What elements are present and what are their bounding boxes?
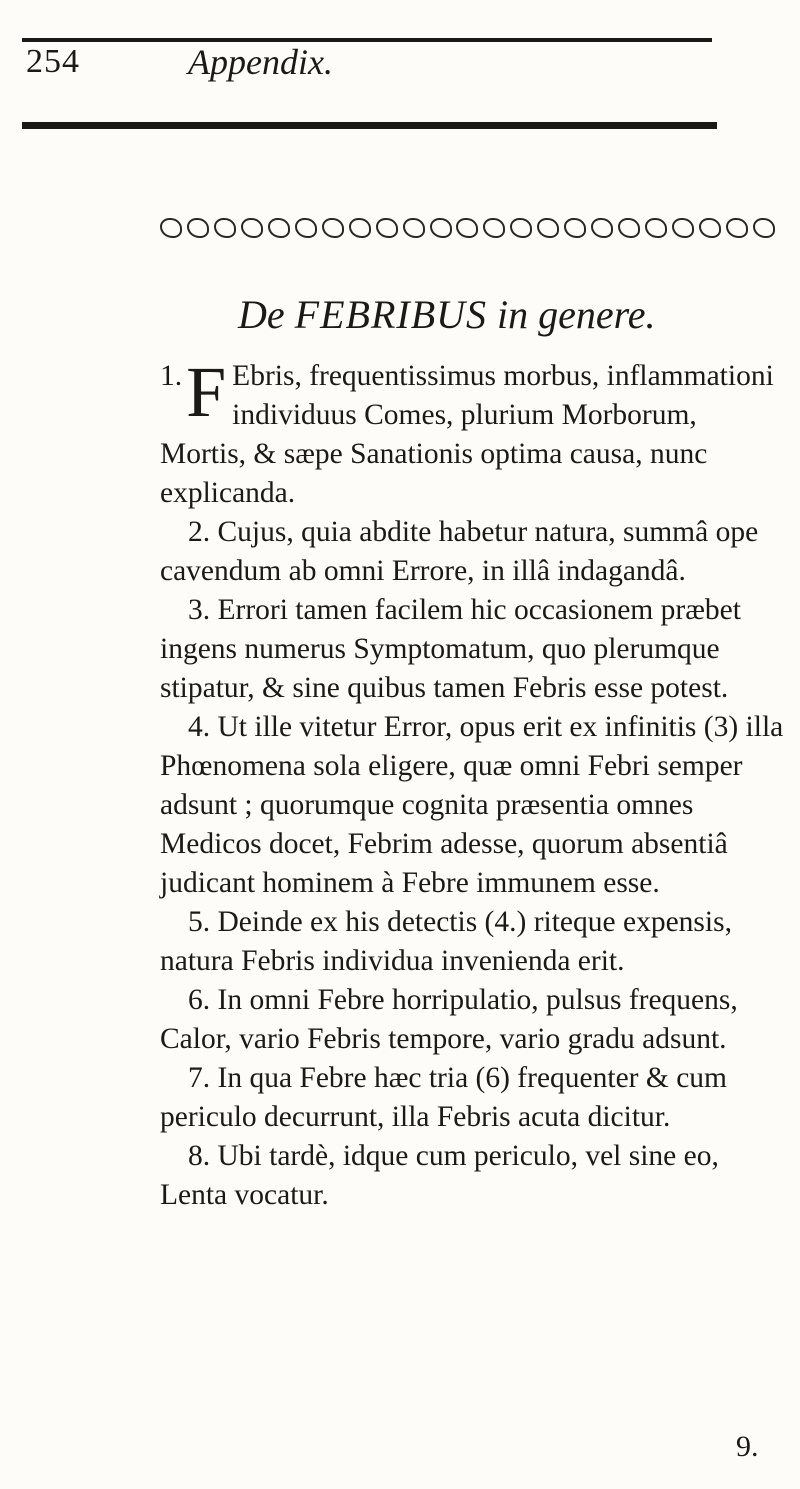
ornament-knot-icon xyxy=(160,218,182,238)
ornament-knot-icon xyxy=(456,218,478,238)
ornament-knot-icon xyxy=(672,218,694,238)
ornament-knot-icon xyxy=(753,218,775,238)
ornament-knot-icon xyxy=(376,218,398,238)
ornament-knot-icon xyxy=(726,218,748,238)
header-rule-top xyxy=(22,38,712,42)
paragraph-7: 7. In qua Febre hæc tria (6) frequenter & cum periculo decurrunt, illa Febris acuta dicitur. xyxy=(160,1062,727,1133)
ornament-knot-icon xyxy=(699,218,721,238)
section-title-prefix: De xyxy=(238,292,295,337)
ornament-knot-icon xyxy=(591,218,613,238)
ornamental-border xyxy=(160,213,775,243)
paragraph-1 xyxy=(160,352,785,513)
ornament-knot-icon xyxy=(564,218,586,238)
ornament-knot-icon xyxy=(430,218,452,238)
drop-capital: F xyxy=(186,352,227,432)
section-title-suffix: in genere. xyxy=(487,292,656,337)
ornament-knot-icon xyxy=(214,218,236,238)
ornament-knot-icon xyxy=(241,218,263,238)
ornament-knot-icon xyxy=(537,218,559,238)
paragraph-4: 4. Ut ille vitetur Error, opus erit ex infinitis (3) illa Phœnomena sola eligere, quæ omni Febri semper adsunt ; quorumque cognita præsentia omnes Medicos docet, Febrim adesse, quorum absentiâ judicant hominem à Febre immunem esse. xyxy=(160,711,784,899)
ornament-knot-icon xyxy=(322,218,344,238)
header-rule-bottom xyxy=(22,122,717,129)
ornament-knot-icon xyxy=(295,218,317,238)
section-title-main: FEBRIBUS xyxy=(294,292,488,337)
paragraph-number: 1. xyxy=(160,360,183,392)
paragraph-text: Ebris, frequentissimus morbus, inflammationi individuus Comes, plurium Morborum, Mortis, & sæpe Sanationis optima causa, nunc explicanda. xyxy=(160,360,774,509)
paragraph-6: 6. In omni Febre horripulatio, pulsus frequens, Calor, vario Febris tempore, vario gradu adsunt. xyxy=(160,984,738,1055)
paragraph-2: 2. Cujus, quia abdite habetur natura, summâ ope cavendum ab omni Errore, in illâ indagandâ. xyxy=(160,516,759,587)
body-text xyxy=(160,352,785,1215)
ornament-knot-icon xyxy=(510,218,532,238)
paragraph-5: 5. Deinde ex his detectis (4.) riteque expensis, natura Febris individua invenienda erit. xyxy=(160,906,732,977)
ornament-knot-icon xyxy=(483,218,505,238)
catchword: 9. xyxy=(736,1430,759,1463)
running-head: Appendix. xyxy=(188,42,333,82)
paragraph-8: 8. Ubi tardè, idque cum periculo, vel sine eo, Lenta vocatur. xyxy=(160,1140,719,1211)
ornament-knot-icon xyxy=(645,218,667,238)
ornament-knot-icon xyxy=(403,218,425,238)
section-title xyxy=(238,292,655,338)
ornament-knot-icon xyxy=(618,218,640,238)
paragraph-3: 3. Errori tamen facilem hic occasionem præbet ingens numerus Symptomatum, quo plerumque stipatur, & sine quibus tamen Febris esse potest. xyxy=(160,594,741,704)
ornament-knot-icon xyxy=(268,218,290,238)
ornament-knot-icon xyxy=(187,218,209,238)
ornament-knot-icon xyxy=(349,218,371,238)
page-number: 254 xyxy=(26,43,80,80)
